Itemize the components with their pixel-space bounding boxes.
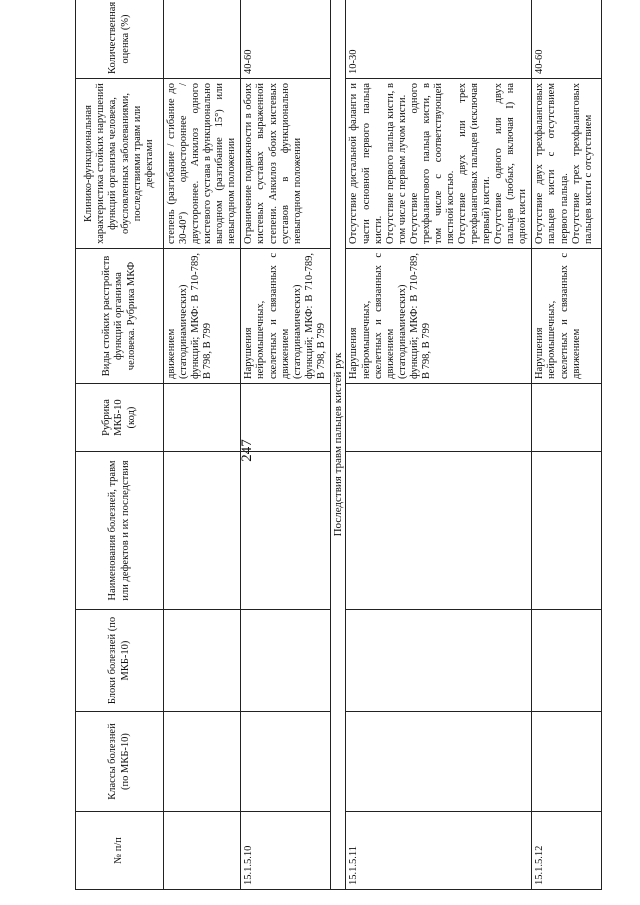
cell-score: 40-60	[241, 0, 330, 79]
header-disease-class: Классы болезней (по МКБ-10)	[76, 712, 164, 812]
table-row	[532, 0, 602, 890]
table-row	[241, 0, 330, 890]
cell-class	[346, 712, 532, 812]
cell-disease	[164, 452, 241, 610]
cell-characteristic	[346, 79, 532, 249]
section-row	[330, 0, 346, 890]
cell-icd	[346, 384, 532, 452]
header-violation-type: Виды стойких расстройств функций организма человека. Рубрика МКФ	[76, 249, 164, 384]
cell-class	[164, 712, 241, 812]
header-characteristic: Клинико-функциональная характеристика стойких нарушений функций организма человека, обусловленных заболеваниями, последствиями травм или дефектами	[76, 79, 164, 249]
characteristic-line: Отсутствие двух трехфаланговых пальцев кисти с отсутствием первого пальца.	[534, 83, 570, 244]
header-disease-block: Блоки болезней (по МКБ-10)	[76, 610, 164, 712]
cell-score	[164, 0, 241, 79]
cell-characteristic: степень (разгибание / сгибание до 30-40°) одностороннее /двустороннее. Анкилоз одного кистевого сустава в функционально выгодном (разгибание 15°) или невыгодном положении	[164, 79, 241, 249]
characteristic-line: Отсутствие трех трехфаланговых пальцев кисти с отсутствием	[570, 83, 594, 244]
classification-table	[75, 0, 602, 890]
cell-violation: Нарушения нейромышечных, скелетных и связанных с движением (статодинамических) функций; МКФ: В 710-789, В 798, В 799	[241, 249, 330, 384]
cell-icd	[241, 384, 330, 452]
cell-violation: Нарушения нейромышечных, скелетных и связанных с движением (статодинамических) функций; МКФ: В 710-789, В 798, В 799	[346, 249, 532, 384]
cell-disease	[532, 452, 602, 610]
header-row	[76, 0, 164, 890]
cell-score: 10-30	[346, 0, 532, 79]
cell-block	[241, 610, 330, 712]
header-disease-name: Наименования болезней, травм или дефектов и их последствия	[76, 452, 164, 610]
header-number: № п/п	[76, 812, 164, 890]
cell-num: 15.1.5.10	[241, 812, 330, 890]
header-icd-code: Рубрика МКБ-10 (код)	[76, 384, 164, 452]
cell-disease	[346, 452, 532, 610]
page-number: 247	[238, 439, 255, 462]
cell-icd	[532, 384, 602, 452]
cell-score: 40-60	[532, 0, 602, 79]
cell-disease	[241, 452, 330, 610]
characteristic-line: Отсутствие одного трехфалангового пальца кисти, в том числе с соответствующей пястной костью.	[408, 83, 456, 244]
section-title: Последствия травм пальцев кистей рук	[330, 0, 346, 890]
cell-block	[346, 610, 532, 712]
cell-block	[532, 610, 602, 712]
header-score: Количественная оценка (%)	[76, 0, 164, 79]
cell-violation: Нарушения нейромышечных, скелетных и связанных с движением	[532, 249, 602, 384]
cell-num	[164, 812, 241, 890]
characteristic-line: Отсутствие одного или двух пальцев (любых, включая I) на одной кисти	[493, 83, 529, 244]
cell-num: 15.1.5.12	[532, 812, 602, 890]
characteristic-line: Отсутствие дистальной фаланги и части основной первого пальца кисти.	[348, 83, 384, 244]
cell-icd	[164, 384, 241, 452]
table-row	[346, 0, 532, 890]
cell-block	[164, 610, 241, 712]
table-row	[164, 0, 241, 890]
cell-characteristic	[532, 79, 602, 249]
characteristic-line: Отсутствие двух или трех трехфаланговых пальцев (исключая первый) кисти.	[457, 83, 493, 244]
cell-class	[532, 712, 602, 812]
cell-num: 15.1.5.11	[346, 812, 532, 890]
classification-table-page	[75, 0, 605, 890]
cell-violation: движением (статодинамических) функций; МКФ: В 710-789, В 798, В 799	[164, 249, 241, 384]
cell-characteristic: Ограничение подвижности в обоих кистевых суставах выраженной степени. Анкилоз обоих кистевых суставов в функционально невыгодном положении	[241, 79, 330, 249]
cell-class	[241, 712, 330, 812]
characteristic-line: Отсутствие первого пальца кисти, в том числе с первым лучом кисти.	[384, 83, 408, 244]
